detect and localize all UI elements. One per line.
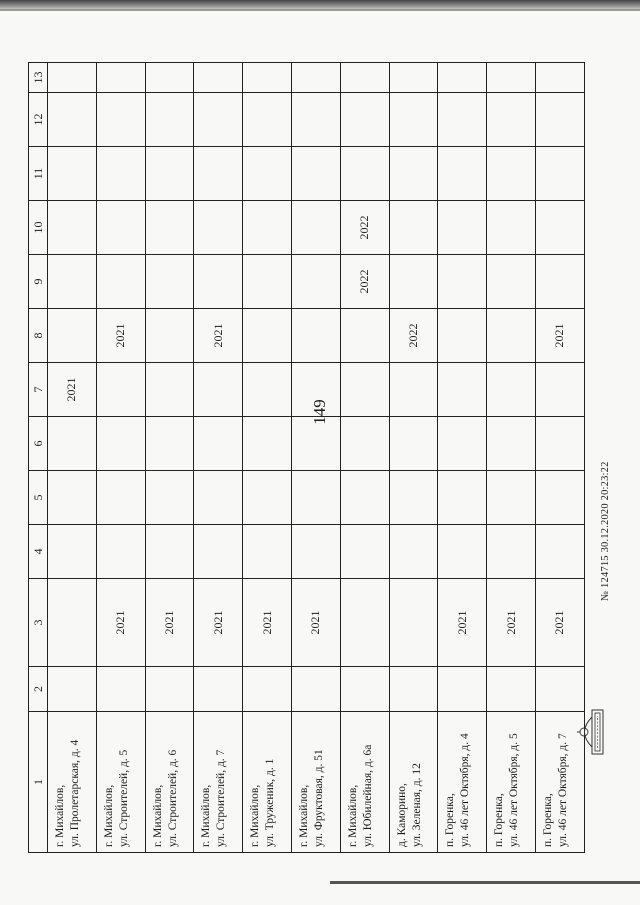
column-header: 5 [29,471,48,525]
table-cell [96,147,145,201]
address-cell [194,712,243,853]
address-line-2: ул. Строителей, д. 5 [117,749,130,847]
address-cell [389,712,438,853]
table-cell [194,471,243,525]
column-header: 8 [29,309,48,363]
table-cell [438,63,487,93]
column-header: 13 [29,63,48,93]
address-cell [438,712,487,853]
column-header: 6 [29,417,48,471]
table-cell [243,471,292,525]
emblem-icon [573,707,607,757]
table-cell [243,525,292,579]
table-cell [487,255,536,309]
table-cell: 2021 [487,579,536,667]
table-cell [194,525,243,579]
address-line-2: ул. Строителей, д. 6 [166,749,179,847]
table-cell: 2021 [535,309,584,363]
table-cell [291,667,340,712]
table-cell [438,93,487,147]
table-cell [145,525,194,579]
table-cell [96,63,145,93]
address-line-2: ул. 46 лет Октября, д. 7 [556,733,569,847]
table-cell [194,201,243,255]
table-cell [438,417,487,471]
column-header: 2 [29,667,48,712]
table-cell [389,417,438,471]
table-cell [194,63,243,93]
address-line-2: ул. Зеленая, д. 12 [410,763,423,847]
table-cell [291,63,340,93]
rotated-table-container [28,63,581,853]
column-header: 10 [29,201,48,255]
table-cell [145,147,194,201]
column-header: 11 [29,147,48,201]
table-cell [145,201,194,255]
table-cell [389,667,438,712]
table-cell [243,667,292,712]
table-cell [291,471,340,525]
address-line-1: п. Горенка, [493,793,506,847]
table-cell [194,93,243,147]
table-row [340,63,389,853]
column-header: 12 [29,93,48,147]
table-cell [243,417,292,471]
address-line-2: ул. 46 лет Октября, д. 5 [508,733,521,847]
table-cell [145,255,194,309]
table-cell [243,309,292,363]
table-cell [145,667,194,712]
address-cell [243,712,292,853]
address-line-1: п. Горенка, [541,793,554,847]
page-number: 149 [310,399,329,425]
column-header: 1 [29,712,48,853]
table-cell [96,417,145,471]
address-line-1: г. Михайлов, [151,784,164,847]
address-line-2: ул. Фруктовая, д. 51 [312,749,325,847]
table-cell: 2021 [535,579,584,667]
table-row [48,63,97,853]
table-cell [48,417,97,471]
table-cell: 2022 [340,255,389,309]
column-header: 3 [29,579,48,667]
address-cell [340,712,389,853]
table-cell [487,93,536,147]
table-cell [291,147,340,201]
table-cell [48,579,97,667]
table-cell [243,201,292,255]
table-cell [243,63,292,93]
table-cell: 2021 [96,309,145,363]
table-cell [535,147,584,201]
table-cell [96,93,145,147]
table-cell [535,363,584,417]
table-cell [340,309,389,363]
table-cell: 2021 [291,579,340,667]
table-cell [438,363,487,417]
table-cell [145,93,194,147]
table-cell [243,363,292,417]
table-cell [340,147,389,201]
table-cell [194,417,243,471]
table-cell [389,579,438,667]
table-cell [438,147,487,201]
table-cell [340,93,389,147]
column-header: 9 [29,255,48,309]
table-cell: 2022 [340,201,389,255]
table-row [96,63,145,853]
table-cell [438,471,487,525]
table-cell [535,201,584,255]
address-line-2: ул. 46 лет Октября, д. 4 [459,733,472,847]
table-cell [96,471,145,525]
address-line-1: г. Михайлов, [54,784,66,847]
column-header: 4 [29,525,48,579]
table-cell [96,525,145,579]
table-cell [48,147,97,201]
table-cell [340,471,389,525]
table-cell [48,525,97,579]
table-cell: 2021 [438,579,487,667]
table-cell [96,363,145,417]
address-line-2: ул. Труженик, д. 1 [264,758,277,847]
address-line-2: ул. Строителей, д. 7 [215,749,228,847]
table-cell [487,363,536,417]
table-cell [438,525,487,579]
address-line-1: п. Горенка, [444,793,457,847]
table-cell [389,147,438,201]
address-line-2: ул. Пролетарская, д. 4 [69,739,81,847]
table-row [291,63,340,853]
table-cell [96,255,145,309]
table-cell [291,525,340,579]
table-cell [389,255,438,309]
table-cell [291,93,340,147]
table-row [487,63,536,853]
table-row [438,63,487,853]
table-cell [48,471,97,525]
address-line-1: г. Михайлов, [200,784,213,847]
header-row [29,63,48,853]
table-row [389,63,438,853]
table-cell [389,471,438,525]
table-cell: 2021 [194,309,243,363]
table-cell [145,63,194,93]
scan-edge-bottom [330,881,640,884]
table-cell [194,147,243,201]
table-cell [194,255,243,309]
table-cell [48,255,97,309]
table-cell [389,525,438,579]
table-cell [438,667,487,712]
address-line-2: ул. Юбилейная, д. 6а [361,744,374,847]
table-cell [487,417,536,471]
address-line-1: г. Михайлов, [346,784,359,847]
table-cell [535,255,584,309]
table-cell [535,667,584,712]
table-cell [340,417,389,471]
table-cell [438,255,487,309]
table-cell [48,93,97,147]
table-cell [438,201,487,255]
table-cell [96,201,145,255]
table-cell [535,63,584,93]
table-cell [487,471,536,525]
table-cell [48,201,97,255]
table-cell [340,363,389,417]
table-cell [96,667,145,712]
table-cell [487,309,536,363]
table-cell [535,471,584,525]
table-cell [48,309,97,363]
document-stamp-text: № 124715 30.12.2020 20:23:22 [600,461,611,601]
table-cell [535,525,584,579]
table-cell [535,417,584,471]
table-cell [48,667,97,712]
table-cell [340,525,389,579]
table-cell: 2021 [243,579,292,667]
table-row [194,63,243,853]
table-cell [145,309,194,363]
table-cell [487,201,536,255]
table-cell [340,579,389,667]
table-cell [487,525,536,579]
table-cell [487,147,536,201]
scan-edge-top [0,0,640,10]
table-cell [145,471,194,525]
table-cell: 2021 [194,579,243,667]
address-cell [487,712,536,853]
table-cell [145,417,194,471]
address-cell [145,712,194,853]
table-row [243,63,292,853]
address-line-1: г. Михайлов, [249,784,262,847]
address-cell [48,712,97,853]
table-row [145,63,194,853]
table-cell [340,667,389,712]
table-cell [194,363,243,417]
table-cell [535,93,584,147]
table-cell [340,63,389,93]
address-cell [291,712,340,853]
data-table [28,62,585,853]
table-cell [291,363,340,417]
table-cell [389,63,438,93]
address-line-1: г. Михайлов, [102,784,115,847]
table-cell: 2022 [389,309,438,363]
table-cell [145,363,194,417]
column-header: 7 [29,363,48,417]
table-cell [243,255,292,309]
table-cell [291,201,340,255]
table-cell [487,63,536,93]
table-cell [389,201,438,255]
table-cell [291,255,340,309]
table-cell [48,63,97,93]
table-cell [243,147,292,201]
table-cell [243,93,292,147]
table-cell [194,667,243,712]
table-cell [438,309,487,363]
table-cell: 2021 [48,363,97,417]
table-cell: 2021 [145,579,194,667]
table-cell [291,309,340,363]
table-cell [389,93,438,147]
table-cell: 2021 [96,579,145,667]
address-line-1: д. Каморино, [395,783,408,847]
table-cell [389,363,438,417]
address-cell [96,712,145,853]
table-cell [487,667,536,712]
address-line-1: г. Михайлов, [297,784,310,847]
table-cell [291,417,340,471]
